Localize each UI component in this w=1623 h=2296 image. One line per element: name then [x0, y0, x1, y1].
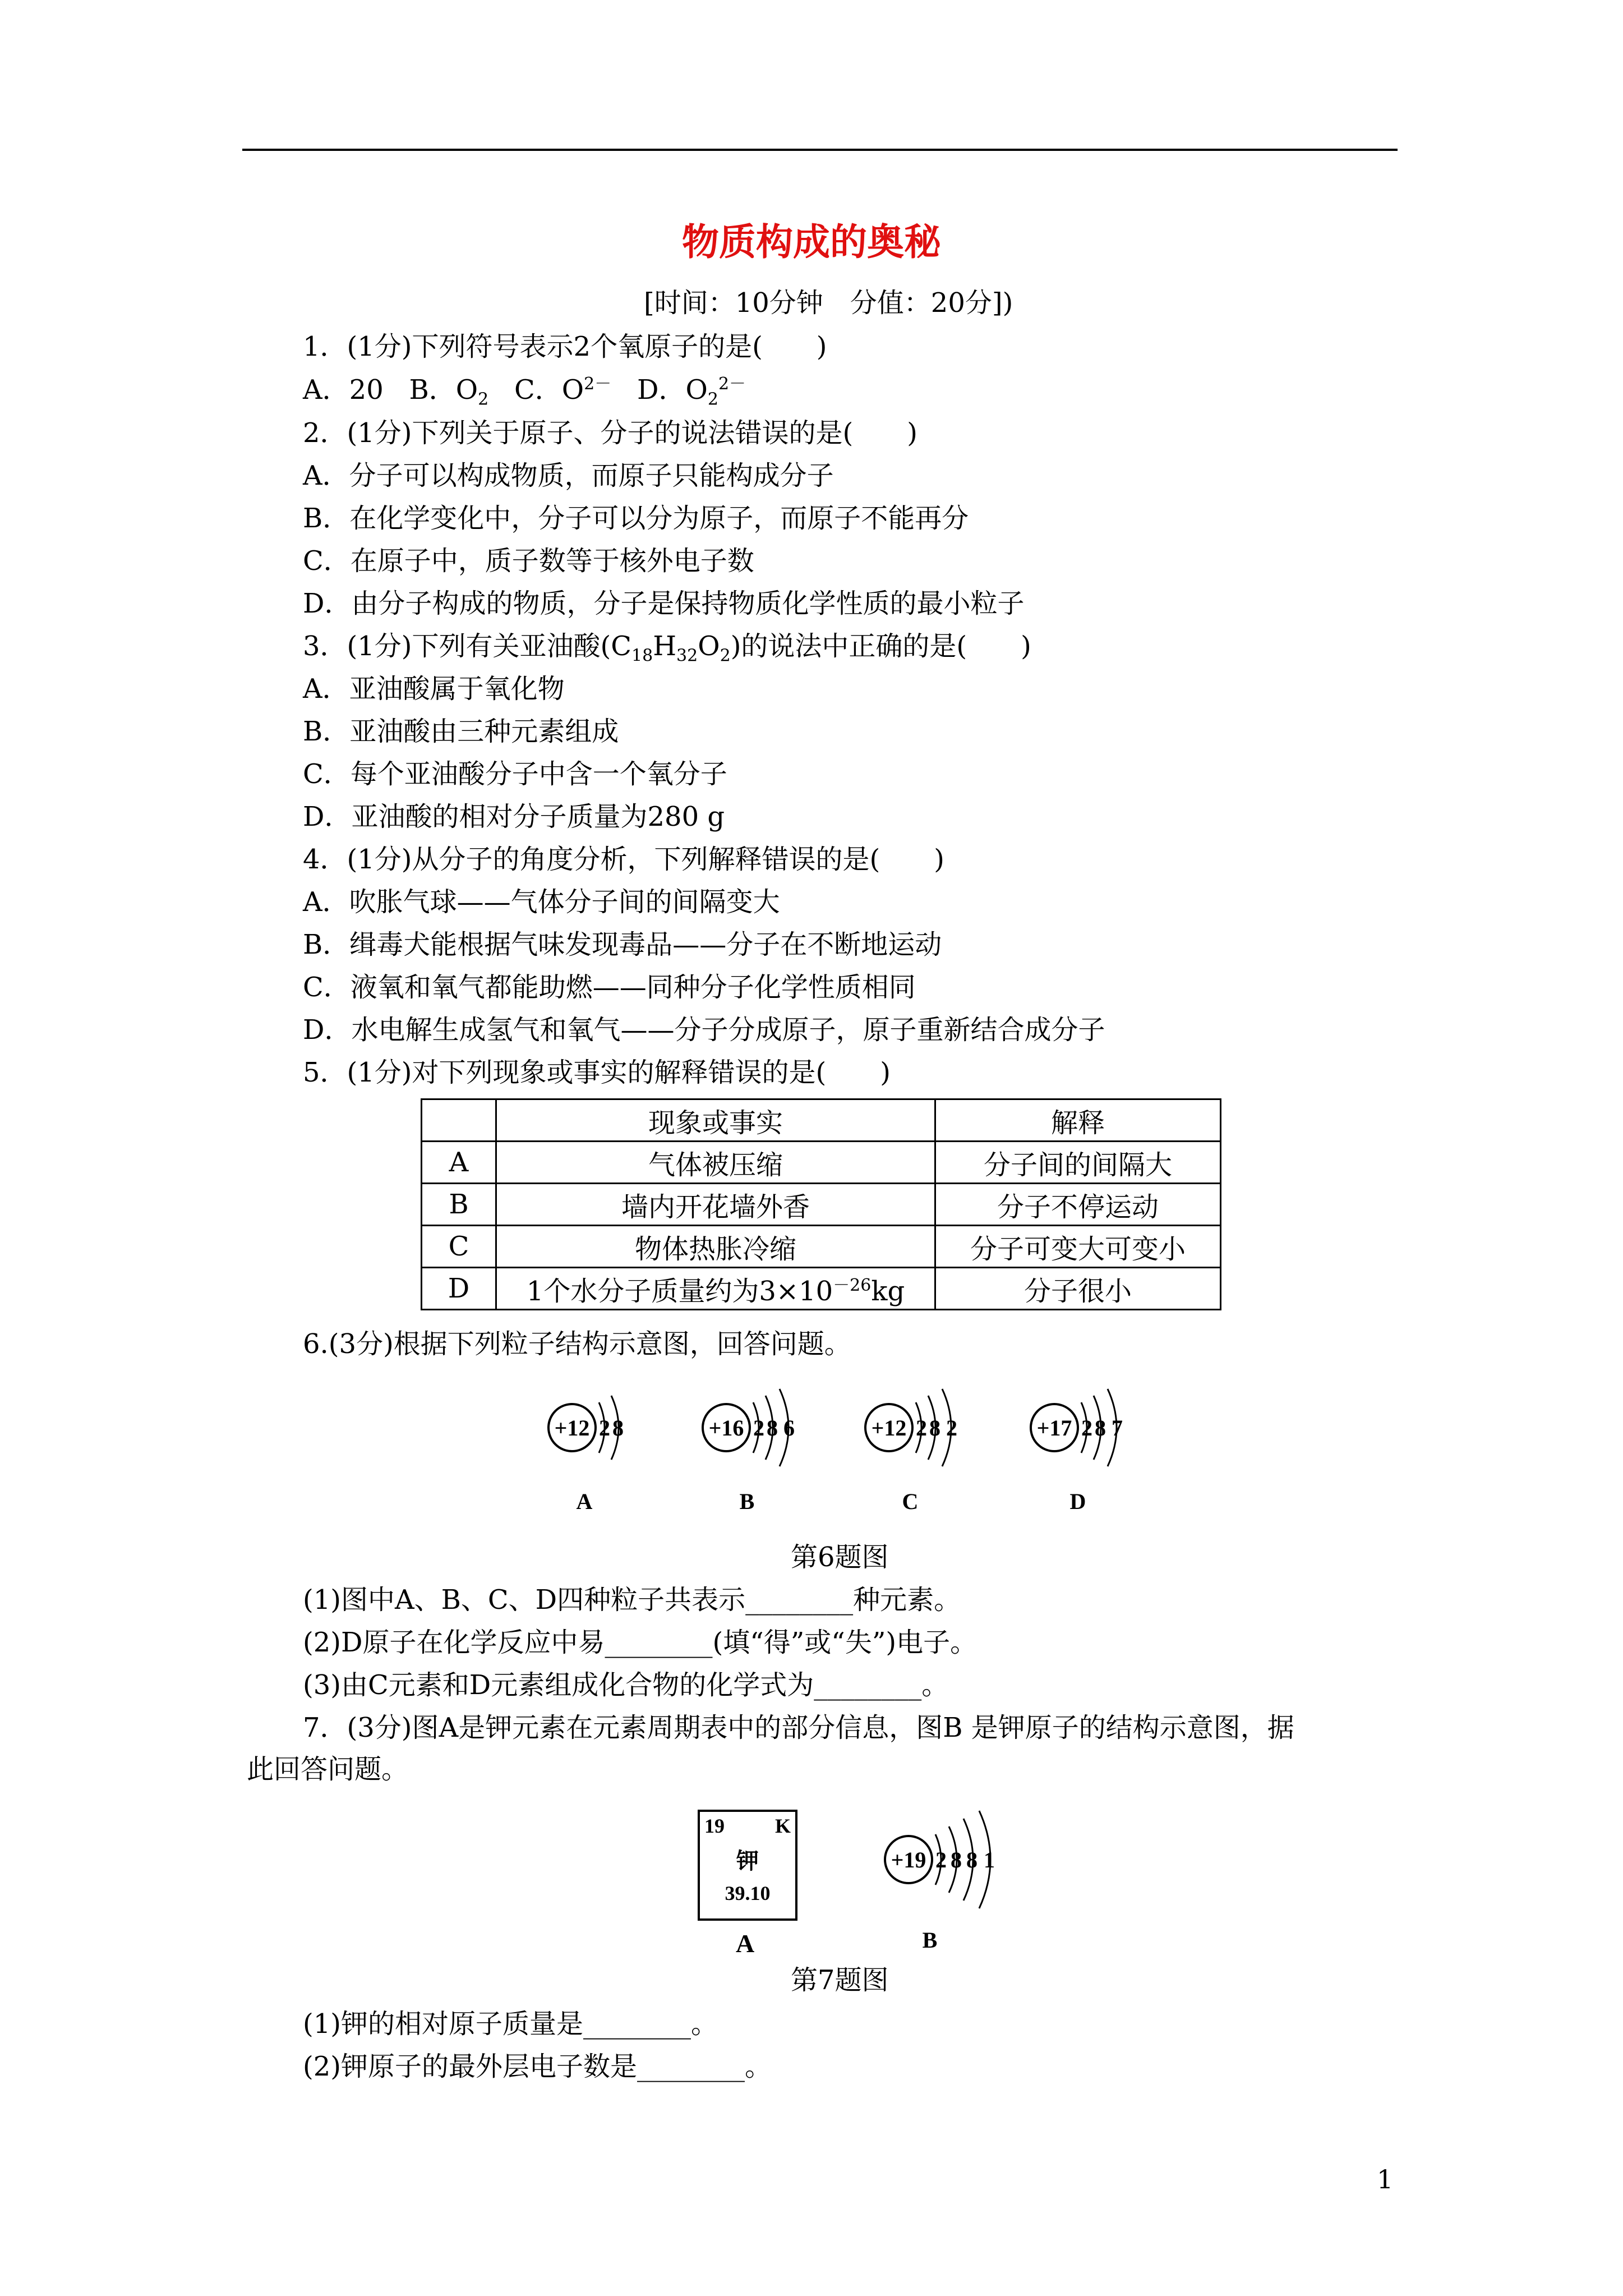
q3-option-a: A．亚油酸属于氧化物 [303, 673, 565, 705]
table-row [422, 1184, 1221, 1226]
q2-option-d: D．由分子构成的物质，分子是保持物质化学性质的最小粒子 [303, 588, 1025, 619]
q7-label-a: A [736, 1929, 755, 1958]
element-card-potassium [698, 1810, 797, 1921]
q3-option-d: D．亚油酸的相对分子质量为280 g [303, 801, 725, 832]
svg-text:6: 6 [783, 1415, 795, 1441]
svg-text:8: 8 [612, 1415, 624, 1441]
svg-text:8: 8 [1095, 1415, 1106, 1441]
q6-caption: 第6题图 [791, 1542, 889, 1573]
svg-text:+16: +16 [708, 1415, 744, 1441]
q4-stem: 4．(1分)从分子的角度分析，下列解释错误的是( ) [303, 844, 944, 875]
q6-sub2: (2)D原子在化学反应中易________(填“得”或“失”)电子。 [303, 1627, 978, 1658]
element-symbol: K [774, 1815, 791, 1837]
q7-caption: 第7题图 [791, 1964, 889, 1996]
q2-option-b: B．在化学变化中，分子可以分为原子，而原子不能再分 [303, 503, 969, 534]
table-cell: 分子间的间隔大 [935, 1142, 1221, 1184]
q7-stem-line1: 7．(3分)图A是钾元素在元素周期表中的部分信息，图B 是钾原子的结构示意图，据 [303, 1712, 1294, 1743]
q3-stem: 3．(1分)下列有关亚油酸$(C_{18}H_{32}O_2)$的说法中正确的是( ) [303, 631, 1031, 666]
svg-text:D: D [1069, 1489, 1086, 1514]
atom-diagram-d [1031, 1389, 1123, 1514]
atom-diagram-c [865, 1389, 957, 1514]
q2-option-a: A．分子可以构成物质，而原子只能构成分子 [303, 460, 834, 491]
svg-text:2: 2 [1081, 1415, 1092, 1441]
svg-text:+12: +12 [871, 1415, 907, 1441]
table-cell: D [422, 1268, 496, 1310]
table-cell: 分子可变大可变小 [935, 1226, 1221, 1268]
svg-text:8: 8 [929, 1415, 940, 1441]
svg-text:2: 2 [599, 1415, 610, 1441]
q5-stem: 5．(1分)对下列现象或事实的解释错误的是( ) [303, 1057, 891, 1088]
table-cell: B [422, 1184, 496, 1226]
svg-text:2: 2 [916, 1415, 927, 1441]
q4-option-d: D．水电解生成氢气和氧气——分子分成原子，原子重新结合成分子 [303, 1014, 1105, 1046]
table-header-cell: 现象或事实 [496, 1099, 935, 1142]
svg-text:A: A [576, 1489, 593, 1514]
svg-text:+17: +17 [1036, 1415, 1072, 1441]
atomic-mass: 39.10 [725, 1882, 771, 1904]
q6-structure-diagrams [538, 1369, 1155, 1537]
q1-options [303, 373, 746, 407]
q6-sub1: (1)图中A、B、C、D四种粒子共表示________种元素。 [303, 1584, 961, 1616]
page-title: 物质构成的奥秘 [682, 220, 941, 264]
q3-option-b: B．亚油酸由三种元素组成 [303, 716, 619, 747]
element-name: 钾 [736, 1848, 759, 1874]
table-cell: 墙内开花墙外香 [496, 1184, 935, 1226]
table-header-cell [422, 1099, 496, 1142]
q4-option-c: C．液氧和氧气都能助燃——同种分子化学性质相同 [303, 972, 916, 1003]
q6-stem: 6.(3分)根据下列粒子结构示意图，回答问题。 [303, 1328, 851, 1360]
svg-text:B: B [739, 1489, 755, 1514]
table-header-row [422, 1099, 1221, 1142]
q7-stem-line2: 此回答问题。 [247, 1754, 409, 1785]
svg-text:B: B [922, 1927, 938, 1953]
table-cell: 气体被压缩 [496, 1142, 935, 1184]
svg-text:8: 8 [767, 1415, 778, 1441]
q7-sub1: (1)钾的相对原子质量是________。 [303, 2008, 718, 2040]
atomic-number: 19 [704, 1815, 725, 1837]
q1-stem: 1．(1分)下列符号表示2个氧原子的是( ) [303, 331, 827, 362]
svg-text:C: C [902, 1489, 919, 1514]
q2-option-c: C．在原子中，质子数等于核外电子数 [303, 545, 754, 577]
table-cell: 分子很小 [935, 1268, 1221, 1310]
table-cell: 物体热胀冷缩 [496, 1226, 935, 1268]
potassium-atom-diagram [875, 1795, 1021, 1963]
page-number: 1 [1377, 2164, 1394, 2194]
svg-text:2: 2 [753, 1415, 764, 1441]
table-cell: 1个水分子质量约为$3\times 10^{-26}kg$ [496, 1268, 935, 1310]
q1-option-c: C．$O^{2-}$ [514, 374, 612, 406]
svg-text:+12: +12 [554, 1415, 590, 1441]
q5-table [421, 1098, 1221, 1310]
table-row [422, 1142, 1221, 1184]
q1-option-b: B．$O_2$ [409, 374, 489, 409]
svg-text:+19: +19 [891, 1847, 926, 1872]
table-cell: C [422, 1226, 496, 1268]
q1-option-a: A．20 [303, 374, 384, 406]
table-cell: 分子不停运动 [935, 1184, 1221, 1226]
atom-diagram-a [548, 1396, 624, 1514]
q2-stem: 2．(1分)下列关于原子、分子的说法错误的是( ) [303, 417, 917, 449]
svg-text:1: 1 [984, 1847, 995, 1872]
q7-sub2: (2)钾原子的最外层电子数是________。 [303, 2051, 772, 2082]
header-rule [242, 149, 1398, 151]
q4-option-b: B．缉毒犬能根据气味发现毒品——分子在不断地运动 [303, 929, 942, 960]
table-row [422, 1226, 1221, 1268]
time-score-info: [时间：10分钟 分值：20分]) [644, 287, 1013, 319]
table-header-cell: 解释 [935, 1099, 1221, 1142]
svg-text:2: 2 [946, 1415, 957, 1441]
svg-text:8: 8 [951, 1847, 962, 1872]
q4-option-a: A．吹胀气球——气体分子间的间隔变大 [303, 886, 780, 918]
svg-text:7: 7 [1112, 1415, 1123, 1441]
svg-text:2: 2 [935, 1847, 947, 1872]
table-cell: A [422, 1142, 496, 1184]
table-row [422, 1268, 1221, 1310]
q3-option-c: C．每个亚油酸分子中含一个氧分子 [303, 758, 727, 790]
atom-diagram-b [703, 1389, 795, 1514]
q1-option-d: D．$O_2^{2-}$ [637, 374, 746, 409]
svg-text:8: 8 [966, 1847, 978, 1872]
q6-sub3: (3)由C元素和D元素组成化合物的化学式为________。 [303, 1669, 949, 1701]
